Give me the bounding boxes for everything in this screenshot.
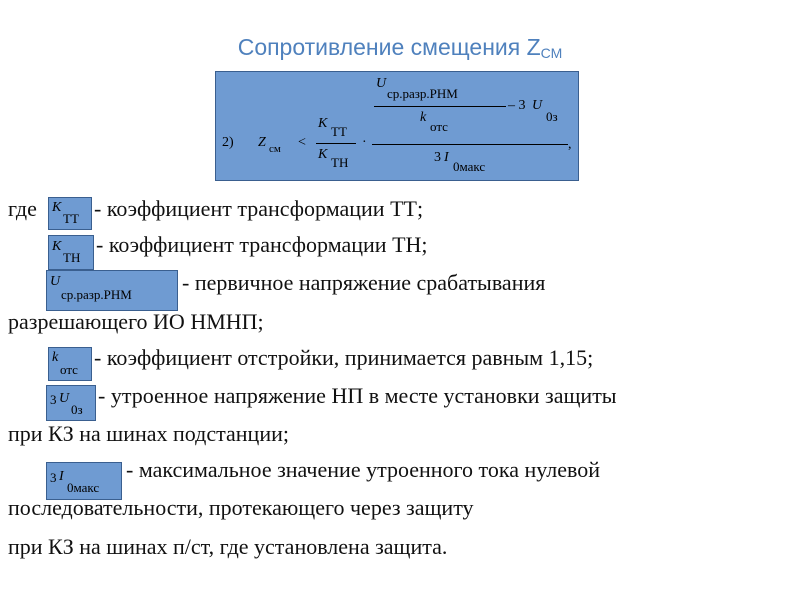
formula-u0-sub: 0з (546, 109, 558, 124)
symbol-u-sub: ср.разр.РНМ (61, 287, 132, 302)
symbol-3i0-var: I (59, 469, 64, 484)
formula-u-sub: ср.разр.РНМ (387, 86, 458, 101)
definition-3u0: - утроенное напряжение НП в месте установки защиты (98, 383, 617, 408)
formula-kotc-sub: отс (430, 119, 448, 134)
formula-kotc-var: k (420, 110, 427, 125)
formula-inner-bar (374, 106, 506, 107)
title-text: Сопротивление смещения Z (237, 34, 541, 60)
symbol-kotc-sub: отс (60, 362, 78, 377)
formula-i-sub: 0макс (453, 159, 486, 174)
formula-main-bar (372, 144, 568, 145)
symbol-ktn-var: K (52, 239, 62, 254)
symbol-3u0-var: U (59, 391, 70, 406)
symbol-ktn-sub: ТН (63, 250, 81, 265)
symbol-3i0-num: 3 (50, 470, 57, 485)
symbol-ktt-sub: ТТ (63, 211, 79, 226)
symbol-u-var: U (50, 274, 61, 289)
prefix-where: где (8, 196, 37, 221)
definition-3u0-cont: при КЗ на шинах подстанции; (8, 421, 289, 446)
symbol-3u0-num: 3 (50, 392, 57, 407)
formula-den-3: 3 (434, 150, 441, 165)
formula-dot: · (362, 135, 367, 150)
definition-3i0-cont: последовательности, протекающего через защиту (8, 495, 474, 520)
formula-box (215, 71, 579, 181)
formula-z-sub: см (269, 143, 281, 155)
formula-ktn-sub: ТН (331, 155, 349, 170)
definition-3i0: - максимальное значение утроенного тока нулевой (126, 457, 601, 482)
definition-ktn: - коэффициент трансформации ТН; (96, 232, 428, 257)
formula-number: 2) (222, 135, 234, 150)
symbol-ktt-var: K (52, 200, 62, 215)
formula-comma: , (568, 137, 572, 152)
symbol-ktt (48, 197, 92, 230)
definition-u-rnm: - первичное напряжение срабатывания (182, 270, 546, 295)
formula-u0-var: U (532, 98, 543, 113)
formula-i-var: I (444, 150, 449, 165)
symbol-kotc (48, 347, 92, 381)
slide-title (0, 34, 800, 61)
symbol-ktn (48, 235, 94, 270)
symbol-3u0 (46, 385, 96, 421)
title-subscript: СМ (540, 45, 563, 61)
definition-u-rnm-cont: разрешающего ИО НМНП; (8, 309, 264, 334)
formula-less-than: < (298, 135, 306, 150)
formula-ktt-bar (316, 143, 356, 144)
symbol-3i0-sub: 0макс (67, 480, 100, 495)
formula-ktt-var: K (318, 116, 328, 131)
formula-u-var: U (376, 76, 387, 91)
definition-3i0-cont2: при КЗ на шинах п/ст, где установлена защита. (8, 534, 448, 559)
symbol-u-rnm (46, 270, 178, 311)
symbol-kotc-var: k (52, 350, 59, 365)
formula-minus-3: – 3 (508, 98, 526, 113)
definition-ktt: - коэффициент трансформации ТТ; (94, 196, 424, 221)
definition-kotc: - коэффициент отстройки, принимается равным 1,15; (94, 345, 594, 370)
symbol-3u0-sub: 0з (71, 402, 83, 417)
formula-z-var: Z (258, 135, 266, 150)
formula-ktt-sub: ТТ (331, 124, 347, 139)
formula-ktn-var: K (318, 147, 328, 162)
